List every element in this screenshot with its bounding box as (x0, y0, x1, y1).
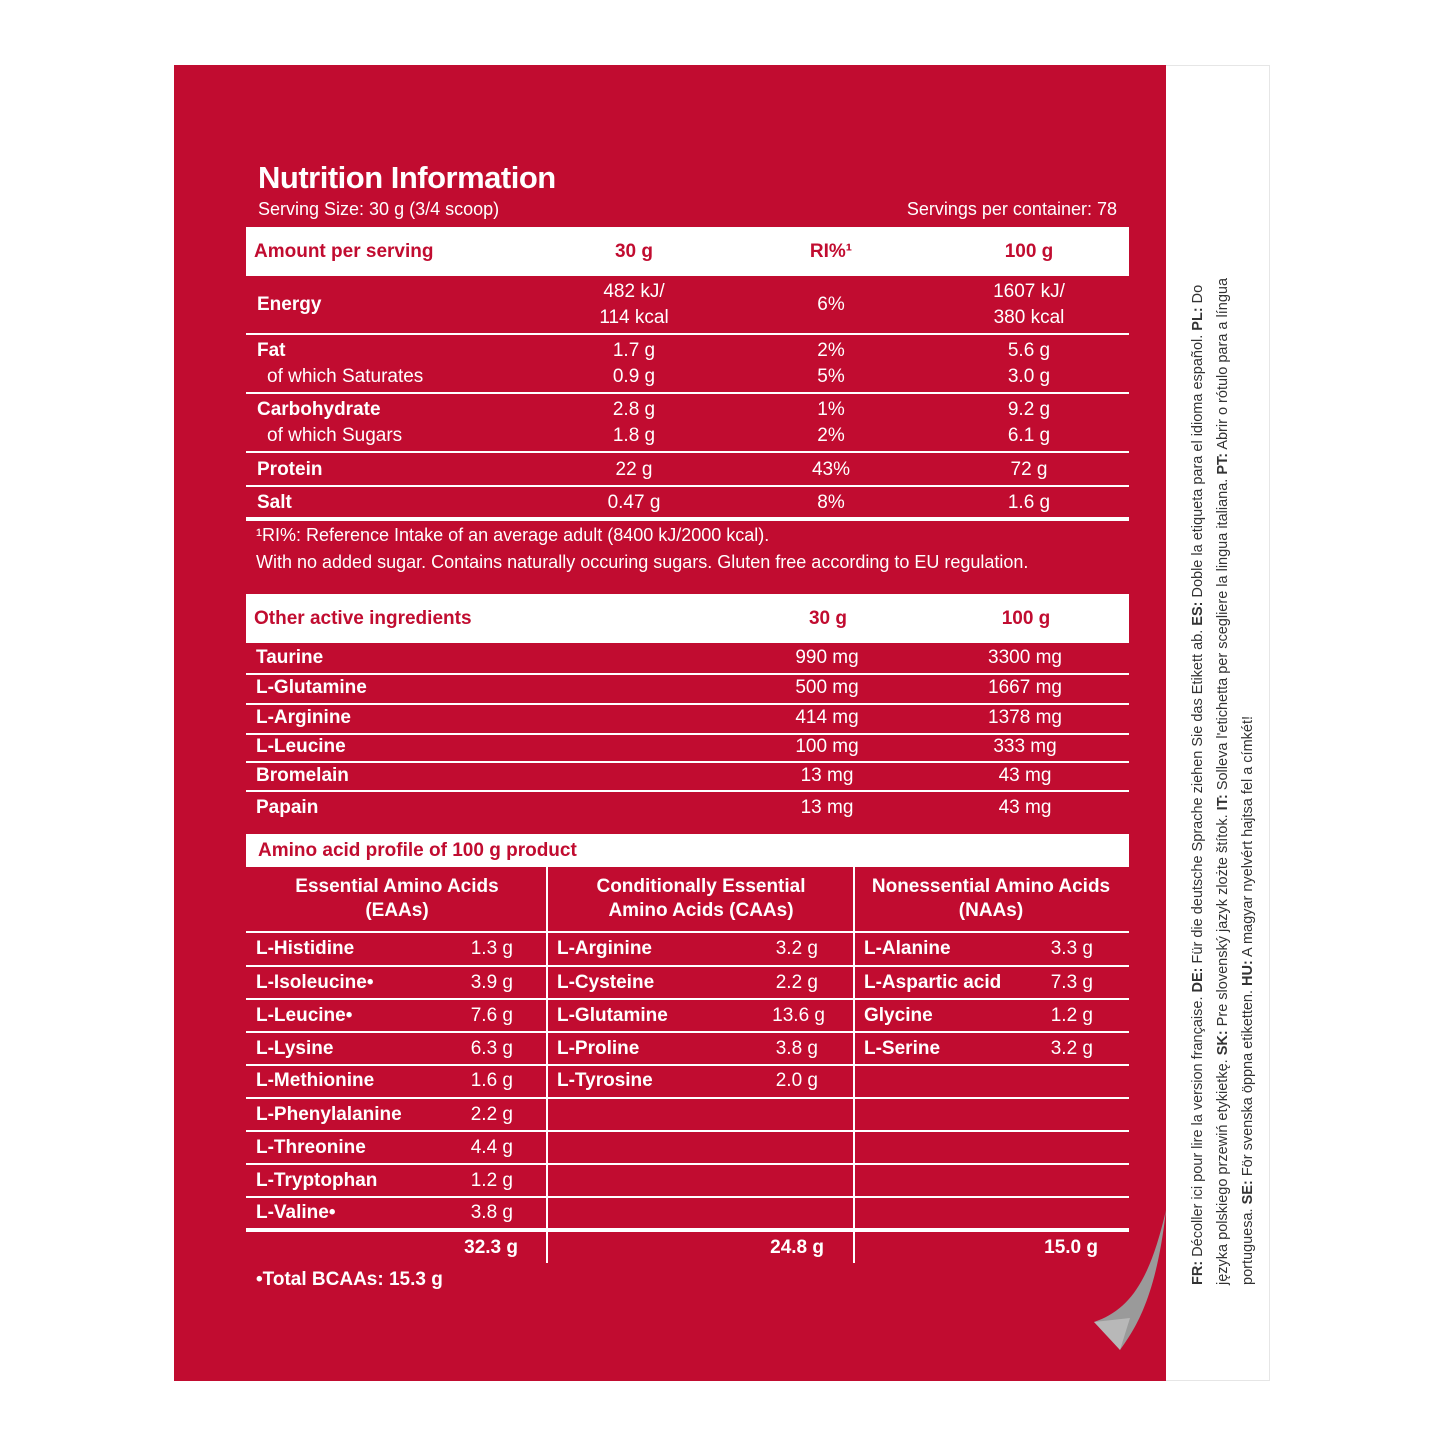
row-ri: 5% (817, 366, 845, 387)
divider (246, 333, 1129, 335)
sugar-note: With no added sugar. Contains naturally occuring sugars. Gluten free according to EU regulation. (256, 552, 1029, 572)
multilingual-peel-instructions (1186, 160, 1261, 1285)
side-line-3: portuguesa. SE: För svenska öppna etiketten. HU: A magyar nyelvért hajtsa fel a címkét! (1240, 715, 1256, 1285)
row-30g: 482 kJ/ (603, 281, 665, 302)
amino-value: 1.3 g (470, 938, 513, 959)
amino-name: L-Phenylalanine (256, 1104, 402, 1125)
divider (246, 1196, 1129, 1198)
row-name: Fat (257, 340, 286, 361)
divider (246, 965, 1129, 967)
header-ri: RI%¹ (809, 240, 853, 262)
divider (246, 761, 1129, 763)
amino-value: 2.2 g (470, 1104, 513, 1125)
row-100g: 3.0 g (1007, 366, 1051, 387)
amino-header (246, 834, 1129, 867)
ingredient-100g: 1378 mg (988, 707, 1062, 728)
amino-value: 3.2 g (1050, 1038, 1093, 1059)
divider (246, 485, 1129, 487)
row-ri: 1% (817, 399, 845, 420)
amino-name: L-Histidine (256, 938, 355, 959)
naa-subtitle: (NAAs) (958, 900, 1024, 921)
row-ri: 6% (817, 294, 845, 315)
ingredient-100g: 1667 mg (988, 677, 1062, 698)
row-100g: 72 g (1010, 459, 1048, 480)
eaa-subtitle: (EAAs) (365, 900, 429, 921)
row-100g: 9.2 g (1007, 399, 1051, 420)
row-ri: 2% (817, 340, 845, 361)
caa-title: Conditionally Essential (596, 876, 806, 897)
row-name: Energy (257, 294, 322, 315)
amino-name: L-Threonine (256, 1137, 366, 1158)
divider (246, 998, 1129, 1000)
ingredient-30g: 500 mg (795, 677, 859, 698)
amino-value: 2.0 g (775, 1070, 818, 1091)
divider (246, 790, 1129, 792)
divider (246, 451, 1129, 453)
amino-value: 1.6 g (470, 1070, 513, 1091)
row-30g: 22 g (615, 459, 653, 480)
amino-name: L-Cysteine (557, 972, 655, 993)
ingredient-name: L-Arginine (256, 707, 351, 728)
ingredient-name: L-Glutamine (256, 677, 367, 698)
amino-value: 1.2 g (470, 1170, 513, 1191)
row-ri: 2% (817, 425, 845, 446)
page-title: Nutrition Information (258, 160, 556, 195)
ingredient-30g: 414 mg (795, 707, 859, 728)
amino-name: L-Proline (557, 1038, 640, 1059)
amino-name: L-Tyrosine (557, 1070, 653, 1091)
caa-total: 24.8 g (770, 1237, 824, 1258)
side-line-1: FR: Décoller ici pour lire la version française. DE: Für die deutsche Sprache ziehen Sie das Etikett ab. ES: Doble la etiqueta para el idioma español. PL: Do (1190, 284, 1206, 1285)
divider (246, 1031, 1129, 1033)
amino-value: 6.3 g (470, 1038, 513, 1059)
ingredient-30g: 13 mg (800, 765, 854, 786)
header-30g: 30 g (614, 240, 654, 262)
amino-value: 3.8 g (775, 1038, 818, 1059)
row-name: Carbohydrate (257, 399, 381, 420)
row-30g: 1.7 g (612, 340, 656, 361)
ingredient-name: Papain (256, 797, 319, 818)
ingredient-name: Bromelain (256, 765, 349, 786)
row-name: Salt (257, 492, 292, 513)
amino-value: 7.3 g (1050, 972, 1093, 993)
row-ri: 43% (811, 459, 851, 480)
row-100g: 5.6 g (1007, 340, 1051, 361)
serving-size: Serving Size: 30 g (3/4 scoop) (258, 199, 500, 219)
peel-curl-arrow-icon (1090, 1210, 1170, 1350)
divider (246, 931, 1129, 933)
row-100g-kcal: 380 kcal (993, 307, 1065, 328)
row-100g: 6.1 g (1007, 425, 1051, 446)
amino-name: L-Aspartic acid (864, 972, 1002, 993)
eaa-title: Essential Amino Acids (295, 876, 499, 897)
amino-value: 2.2 g (775, 972, 818, 993)
divider (246, 1228, 1129, 1232)
header-100g: 100 g (1004, 240, 1054, 262)
bcaa-note: •Total BCAAs: 15.3 g (256, 1269, 443, 1290)
amino-name: L-Lysine (256, 1038, 334, 1059)
naa-total: 15.0 g (1044, 1237, 1098, 1258)
header-other: Other active ingredients (254, 607, 472, 629)
amino-header-text: Amino acid profile of 100 g product (258, 839, 577, 861)
ingredient-100g: 43 mg (998, 797, 1052, 818)
ingredient-30g: 990 mg (795, 647, 859, 668)
ingredient-name: Taurine (256, 647, 324, 668)
row-name: of which Sugars (267, 425, 403, 446)
amino-value: 3.8 g (470, 1202, 513, 1223)
amino-name: Glycine (864, 1005, 933, 1026)
header-30g: 30 g (808, 607, 848, 629)
ri-footnote: ¹RI%: Reference Intake of an average adult (8400 kJ/2000 kcal). (256, 525, 770, 545)
row-100g: 1.6 g (1007, 492, 1051, 513)
row-100g: 1607 kJ/ (993, 281, 1065, 302)
amino-name: L-Isoleucine• (256, 972, 374, 993)
nutrition-header (246, 227, 1129, 276)
divider (246, 1097, 1129, 1099)
caa-subtitle: Amino Acids (CAAs) (608, 900, 794, 921)
amino-value: 1.2 g (1050, 1005, 1093, 1026)
amino-value: 4.4 g (470, 1137, 513, 1158)
row-30g-kcal: 114 kcal (599, 307, 669, 328)
ingredient-30g: 100 mg (795, 736, 859, 757)
ingredient-name: L-Leucine (256, 736, 346, 757)
amino-name: L-Serine (864, 1038, 941, 1059)
ingredient-100g: 43 mg (998, 765, 1052, 786)
amino-value: 7.6 g (470, 1005, 513, 1026)
amino-name: L-Tryptophan (256, 1170, 378, 1191)
row-ri: 8% (817, 492, 845, 513)
amino-name: L-Alanine (864, 938, 951, 959)
row-30g: 0.9 g (612, 366, 656, 387)
header-amount: Amount per serving (254, 240, 434, 262)
amino-value: 3.9 g (470, 972, 513, 993)
ingredient-100g: 3300 mg (988, 647, 1062, 668)
divider (246, 1163, 1129, 1165)
amino-name: L-Valine• (256, 1202, 336, 1223)
ingredient-30g: 13 mg (800, 797, 854, 818)
divider (246, 1064, 1129, 1066)
row-30g: 0.47 g (607, 492, 661, 513)
naa-title: Nonessential Amino Acids (871, 876, 1111, 897)
ingredient-100g: 333 mg (993, 736, 1057, 757)
amino-name: L-Leucine• (256, 1005, 353, 1026)
amino-name: L-Glutamine (557, 1005, 668, 1026)
divider (246, 1130, 1129, 1132)
amino-value: 13.6 g (772, 1005, 825, 1026)
side-line-2: języka polskiego przewiń etykietkę. SK: Pre slovenský jazyk zlożte štítok. IT: Solleva l'etichetta per scegliere la lingua italiana. PT: Abrir o rótulo para a língua (1215, 277, 1231, 1285)
amino-name: L-Arginine (557, 938, 652, 959)
amino-value: 3.3 g (1050, 938, 1093, 959)
eaa-total: 32.3 g (464, 1237, 518, 1258)
other-ingredients-header (246, 594, 1129, 643)
servings-per-container: Servings per container: 78 (906, 199, 1117, 219)
row-30g: 2.8 g (612, 399, 656, 420)
amino-name: L-Methionine (256, 1070, 375, 1091)
row-name: Protein (257, 459, 323, 480)
row-30g: 1.8 g (612, 425, 656, 446)
row-name: of which Saturates (267, 366, 424, 387)
amino-value: 3.2 g (775, 938, 818, 959)
divider (246, 392, 1129, 394)
header-100g: 100 g (1001, 607, 1051, 629)
divider (246, 517, 1129, 521)
